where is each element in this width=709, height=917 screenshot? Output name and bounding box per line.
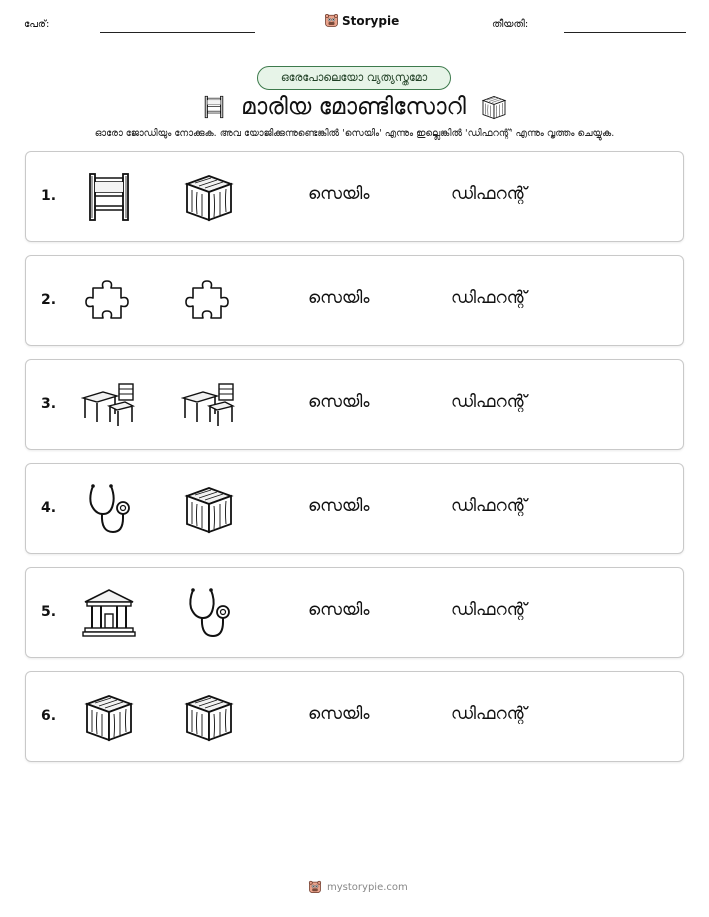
wood-block-icon [480,93,508,121]
brand-name: Storypie [342,13,400,28]
name-label: പേര്: [24,19,50,30]
shelf-icon [201,94,227,120]
building-icon [81,586,137,640]
topic-pill: ഒരേപോലെയോ വ്യത്യസ്തമോ [257,66,451,90]
date-line[interactable] [564,32,686,33]
same-option[interactable]: സെയിം [308,288,370,308]
different-option[interactable]: ഡിഫറന്റ് [451,704,527,724]
different-option[interactable]: ഡിഫറന്റ് [451,600,527,620]
question-number: 5. [41,604,57,620]
question-number: 3. [41,396,57,412]
mascot-icon [324,13,339,28]
table-chair-icon [81,378,137,432]
instructions: ഓരോ ജോഡിയും നോക്കുക. അവ യോജിക്കുന്നുണ്ടെങ്കിൽ 'സെയിം' എന്നും ഇല്ലെങ്കിൽ 'ഡിഫറന്റ്' എന്നും വൃത്തം ചെയ്യുക. [94,128,615,139]
same-option[interactable]: സെയിം [308,704,370,724]
question-number: 2. [41,292,57,308]
different-option[interactable]: ഡിഫറന്റ് [451,392,527,412]
question-card [25,255,684,346]
shelf-icon [81,170,137,224]
wood-block-icon [81,690,137,744]
puzzle-piece-icon [181,274,237,328]
footer [308,880,408,894]
mascot-icon [308,880,322,894]
stethoscope-icon [81,482,137,536]
same-option[interactable]: സെയിം [308,184,370,204]
different-option[interactable]: ഡിഫറന്റ് [451,496,527,516]
same-option[interactable]: സെയിം [308,600,370,620]
puzzle-piece-icon [81,274,137,328]
wood-block-icon [181,482,237,536]
brand-logo [324,13,399,28]
wood-block-icon [181,170,237,224]
title-row [0,92,709,122]
different-option[interactable]: ഡിഫറന്റ് [451,184,527,204]
date-label: തീയതി: [492,19,529,30]
question-number: 6. [41,708,57,724]
same-option[interactable]: സെയിം [308,496,370,516]
stethoscope-icon [181,586,237,640]
question-card [25,567,684,658]
question-card [25,359,684,450]
question-card [25,463,684,554]
same-option[interactable]: സെയിം [308,392,370,412]
question-card [25,671,684,762]
wood-block-icon [181,690,237,744]
question-card [25,151,684,242]
question-number: 4. [41,500,57,516]
table-chair-icon [181,378,237,432]
question-number: 1. [41,188,57,204]
name-line[interactable] [100,32,255,33]
footer-url[interactable]: mystorypie.com [327,881,408,893]
different-option[interactable]: ഡിഫറന്റ് [451,288,527,308]
page-title: മാരിയ മോണ്ടിസോറി [241,94,466,120]
